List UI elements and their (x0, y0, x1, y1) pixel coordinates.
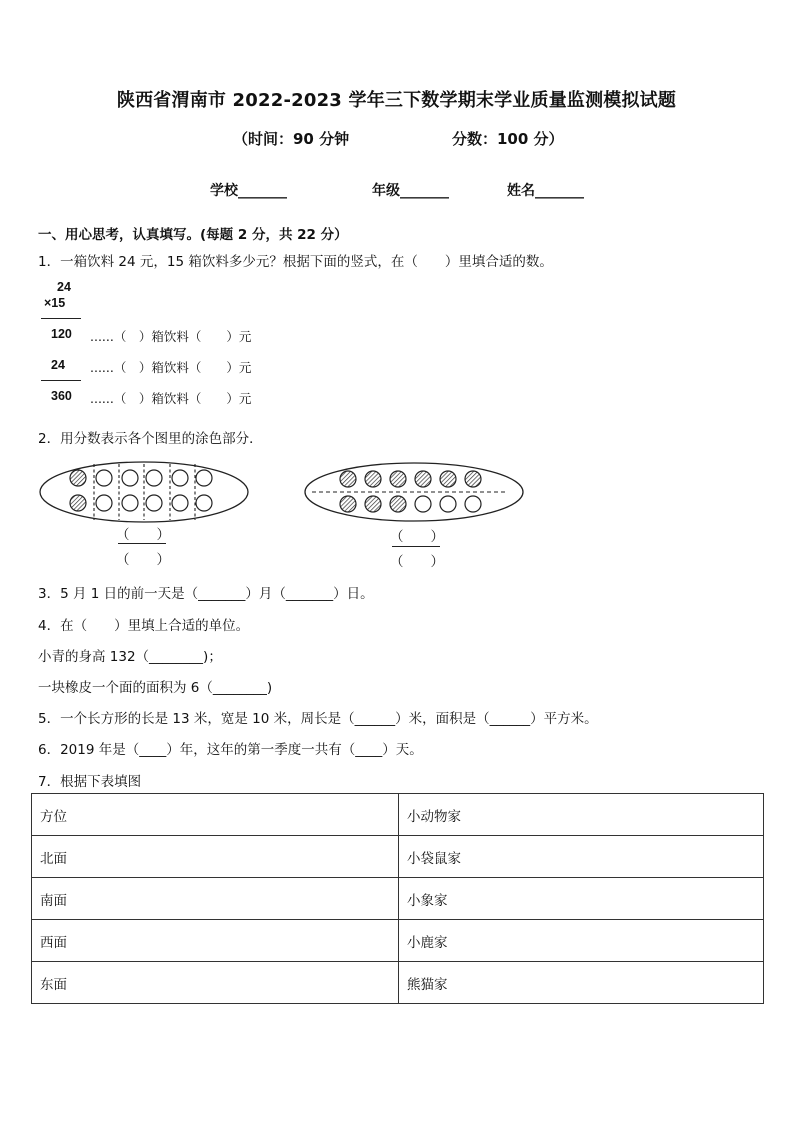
calc-divider-1 (41, 318, 81, 319)
partial-product-2: 24 (51, 358, 65, 372)
calc-divider-2 (41, 380, 81, 381)
question-1-text: 1．一箱饮料 24 元，15 箱饮料多少元？根据下面的竖式，在（ ）里填合适的数。 (38, 254, 553, 270)
table-row (32, 794, 764, 836)
product-total-note[interactable]: ......（ ）箱饮料（ ）元 (90, 391, 252, 406)
direction-table (31, 793, 764, 1004)
section-heading: 一、用心思考，认真填写。(每题 2 分，共 22 分） (38, 227, 348, 243)
table-cell: 小动物家 (399, 794, 764, 836)
figure-left-oval (38, 460, 250, 524)
multiplier: ×15 (44, 296, 66, 310)
table-cell: 方位 (32, 794, 399, 836)
table-row (32, 962, 764, 1004)
question-2-text: 2．用分数表示各个图里的涂色部分． (38, 431, 263, 447)
question-6-text[interactable]: 6．2019 年是（____）年，这年的第一季度一共有（____）天。 (38, 742, 423, 758)
figure-right-oval (302, 460, 526, 524)
question-4-line-1[interactable]: 小青的身高 132（________)； (38, 649, 222, 665)
table-cell: 小鹿家 (399, 920, 764, 962)
table-cell: 南面 (32, 878, 399, 920)
question-4-text: 4．在（ ）里填上合适的单位。 (38, 618, 250, 634)
table-cell: 西面 (32, 920, 399, 962)
fraction-right-numerator[interactable]: （ ） (390, 529, 444, 545)
table-row (32, 878, 764, 920)
grade-field[interactable]: 年级_______ (372, 183, 449, 199)
fraction-left-bar (118, 543, 166, 544)
partial-product-1-note[interactable]: ......（ ）箱饮料（ ）元 (90, 329, 252, 344)
fraction-left-denominator[interactable]: （ ） (116, 552, 170, 568)
question-4-line-2[interactable]: 一块橡皮一个面的面积为 6（________) (38, 680, 273, 696)
fraction-right-bar (392, 546, 440, 547)
table-cell: 东面 (32, 962, 399, 1004)
product-total: 360 (51, 389, 72, 403)
page-title: 陕西省渭南市 2022-2023 学年三下数学期末学业质量监测模拟试题 (116, 90, 677, 111)
table-cell: 小象家 (399, 878, 764, 920)
exam-time: （时间：90 分钟 (233, 130, 350, 148)
school-field[interactable]: 学校_______ (210, 183, 287, 199)
question-3-text[interactable]: 3．5 月 1 日的前一天是（_______）月（_______）日。 (38, 586, 374, 602)
partial-product-1: 120 (51, 327, 72, 341)
table-cell: 小袋鼠家 (399, 836, 764, 878)
fraction-left-numerator[interactable]: （ ） (116, 527, 170, 543)
question-5-text[interactable]: 5．一个长方形的长是 13 米，宽是 10 米，周长是（______）米，面积是（______）平方米。 (38, 711, 598, 727)
fraction-right-denominator[interactable]: （ ） (390, 554, 444, 570)
question-7-text: 7．根据下表填图 (38, 774, 142, 790)
table-row (32, 920, 764, 962)
table-cell: 熊猫家 (399, 962, 764, 1004)
name-field[interactable]: 姓名_______ (507, 183, 584, 199)
partial-product-2-note[interactable]: ......（ ）箱饮料（ ）元 (90, 360, 252, 375)
table-cell: 北面 (32, 836, 399, 878)
exam-score: 分数：100 分） (452, 130, 564, 148)
multiplicand: 24 (57, 280, 71, 294)
table-row (32, 836, 764, 878)
